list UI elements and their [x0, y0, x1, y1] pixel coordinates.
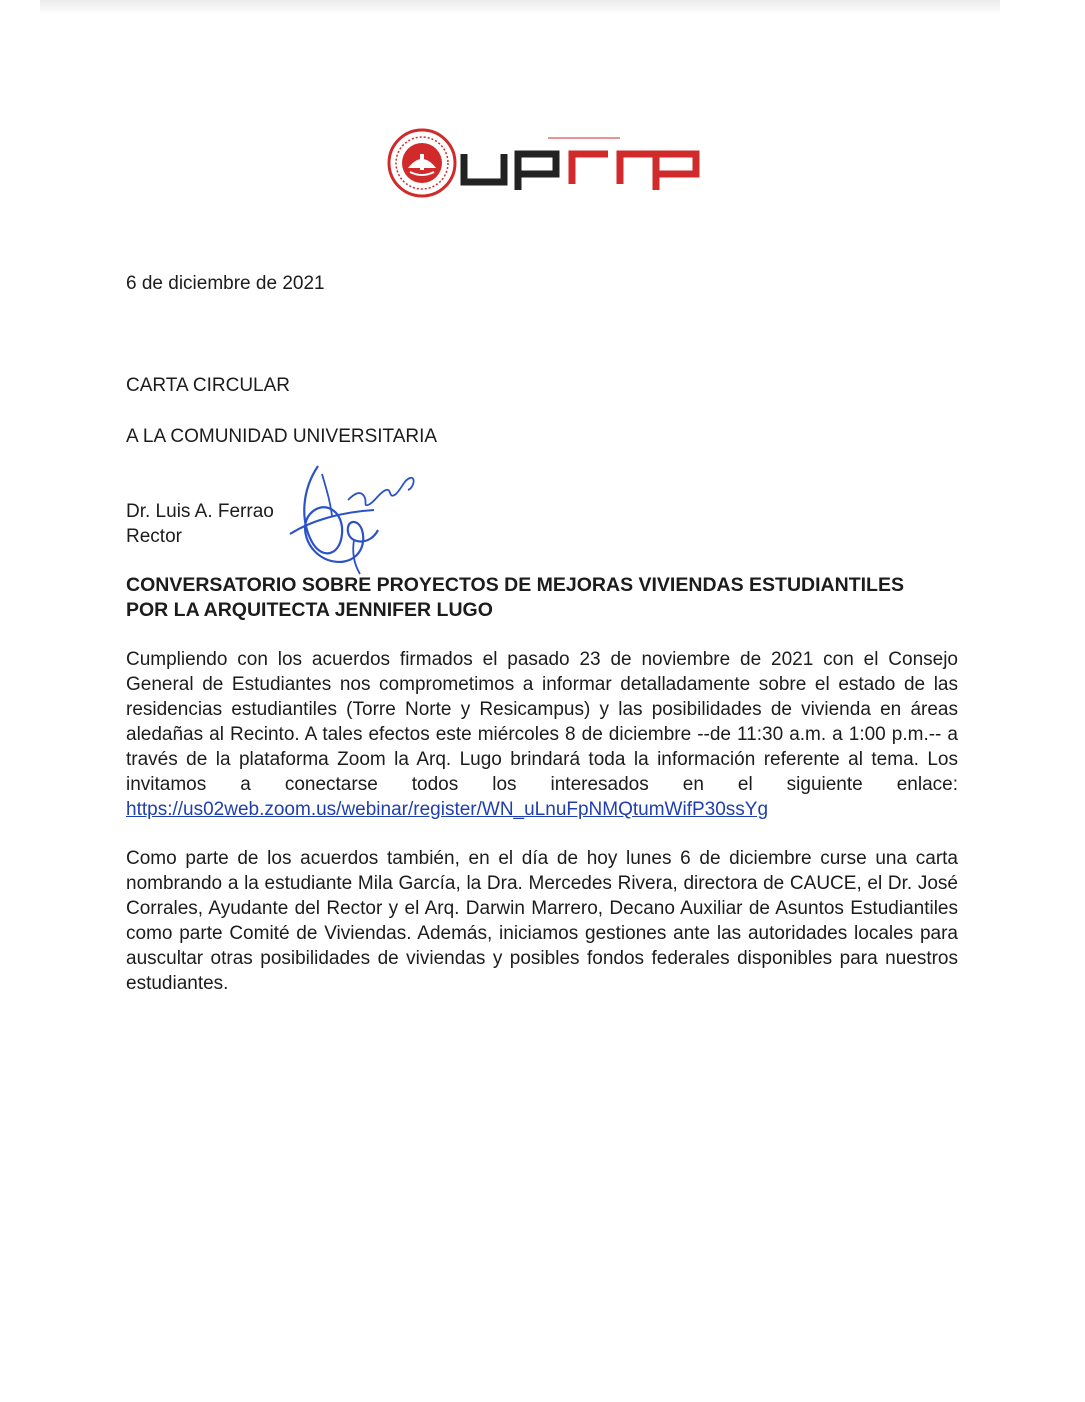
sender-name: Dr. Luis A. Ferrao	[126, 501, 274, 522]
zoom-registration-link[interactable]: https://us02web.zoom.us/webinar/register/WN_uLnuFpNMQtumWifP30ssYg	[126, 799, 769, 820]
subject-line-1: CONVERSATORIO SOBRE PROYECTOS DE MEJORAS VIVIENDAS ESTUDIANTILES	[126, 574, 904, 596]
letter-type: CARTA CIRCULAR	[126, 375, 290, 396]
signature-icon	[282, 460, 422, 578]
paragraph-1-text: Cumpliendo con los acuerdos firmados el pasado 23 de noviembre de 2021 con el Consejo General de Estudiantes nos comprometimos a informar detalladamente sobre el estado de las residencias estudiantiles (Torre Norte y Resicampus) y las posibilidades de vivienda en áreas aledañas al Recinto. A tales efectos este miércoles 8 de diciembre --de 11:30 a.m. a 1:00 p.m.-- a través de la plataforma Zoom la Arq. Lugo brindará toda la información referente al tema. Los invitamos a conectarse todos los interesados en el siguiente enlace:	[126, 649, 958, 795]
scan-edge-shadow	[40, 0, 1000, 14]
sender-block	[126, 499, 274, 549]
subject-line-2: POR LA ARQUITECTA JENNIFER LUGO	[126, 599, 493, 621]
university-seal-icon	[386, 128, 706, 198]
body-paragraph-2: Como parte de los acuerdos también, en el día de hoy lunes 6 de diciembre curse una carta nombrando a la estudiante Mila García, la Dra. Mercedes Rivera, directora de CAUCE, el Dr. José Corrales, Ayudante del Rector y el Arq. Darwin Marrero, Decano Auxiliar de Asuntos Estudiantiles como parte Comité de Viviendas. Además, iniciamos gestiones ante las autoridades locales para auscultar otras posibilidades de viviendas y posibles fondos federales disponibles para nuestros estudiantes.	[126, 848, 958, 994]
sender-title: Rector	[126, 526, 182, 547]
body-paragraph-1	[126, 647, 958, 822]
letter-recipient: A LA COMUNIDAD UNIVERSITARIA	[126, 426, 438, 447]
letter-date: 6 de diciembre de 2021	[126, 273, 325, 294]
letter-subject	[126, 573, 966, 623]
letterhead-logo	[386, 128, 706, 198]
